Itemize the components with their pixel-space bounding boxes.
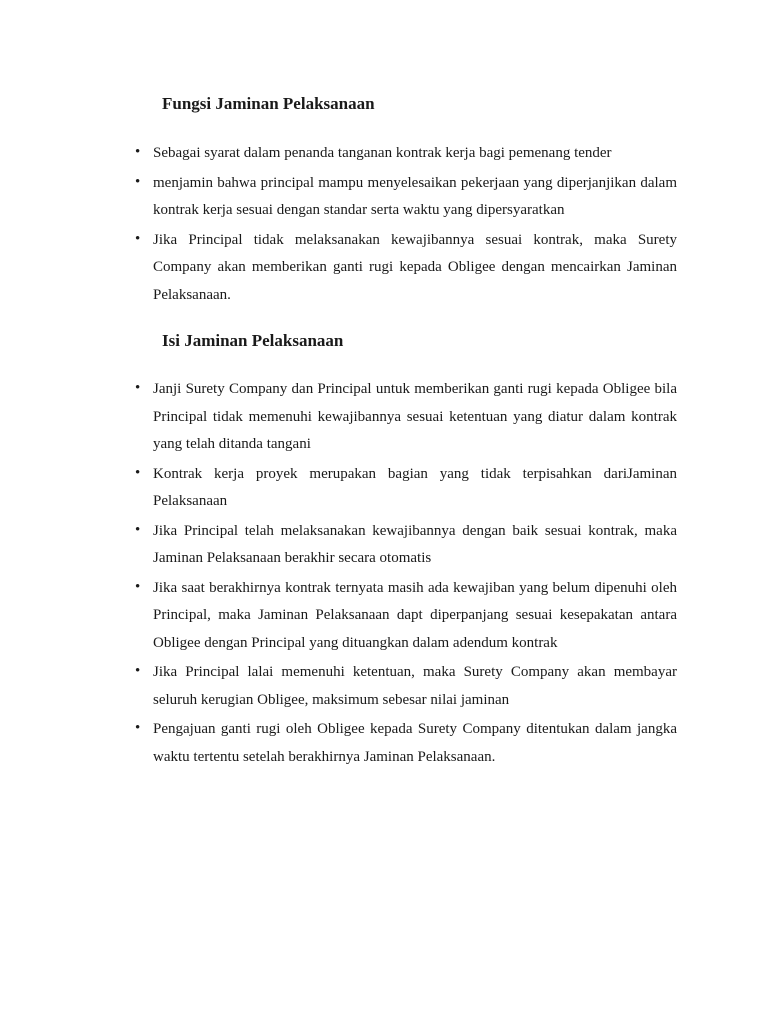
list-item-text: Jika saat berakhirnya kontrak ternyata masih ada kewajiban yang belum dipenuhi oleh Principal, maka Jaminan Pelaksanaan dapt diperpanjang sesuai kesepakatan antara Obligee dengan Principal yang dituangkan dalam adendum kontrak (153, 579, 677, 651)
list-item (0, 140, 677, 168)
bullet-icon: • (135, 144, 141, 160)
bullet-icon: • (135, 230, 141, 247)
list-item (0, 461, 677, 516)
list-item-text: Jika Principal lalai memenuhi ketentuan, maka Surety Company akan membayar seluruh kerugian Obligee, maksimum sebesar nilai jaminan (153, 664, 677, 708)
bullet-list-isi (0, 376, 768, 773)
list-item (0, 716, 677, 771)
list-item (0, 518, 677, 573)
bullet-icon: • (135, 173, 141, 190)
list-item (0, 659, 677, 714)
list-item (0, 170, 677, 225)
list-item-text: Janji Surety Company dan Principal untuk memberikan ganti rugi kepada Obligee bila Principal tidak memenuhi kewajibannya sesuai ketentuan yang diatur dalam kontrak yang telah ditanda tangani (153, 381, 677, 452)
list-item (0, 227, 677, 310)
bullet-list-fungsi (0, 140, 768, 311)
bullet-icon: • (135, 720, 141, 736)
bullet-icon: • (135, 578, 141, 595)
list-item-text: menjamin bahwa principal mampu menyelesaikan pekerjaan yang diperjanjikan dalam kontrak kerja sesuai dengan standar serta waktu yang dipersyaratkan (153, 174, 677, 218)
list-item-text: Pengajuan ganti rugi oleh Obligee kepada Surety Company ditentukan dalam jangka waktu tertentu setelah berakhirnya Jaminan Pelaksanaan. (153, 721, 677, 765)
list-item-text: Jika Principal tidak melaksanakan kewajibannya sesuai kontrak, maka Surety Company akan memberikan ganti rugi kepada Obligee dengan mencairkan Jaminan Pelaksanaan. (153, 231, 677, 303)
bullet-icon: • (135, 663, 141, 679)
list-item-text: Sebagai syarat dalam penanda tanganan kontrak kerja bagi pemenang tender (153, 145, 612, 161)
bullet-icon: • (135, 380, 141, 396)
list-item-text: Kontrak kerja proyek merupakan bagian yang tidak terpisahkan dariJaminan Pelaksanaan (153, 465, 677, 509)
list-item (0, 575, 677, 658)
bullet-icon: • (135, 464, 141, 481)
section-heading-fungsi: Fungsi Jaminan Pelaksanaan (162, 94, 375, 113)
list-item (0, 376, 677, 459)
section-heading-isi: Isi Jaminan Pelaksanaan (162, 331, 344, 350)
bullet-icon: • (135, 521, 141, 538)
list-item-text: Jika Principal telah melaksanakan kewajibannya dengan baik sesuai kontrak, maka Jaminan Pelaksanaan berakhir secara otomatis (153, 522, 677, 566)
